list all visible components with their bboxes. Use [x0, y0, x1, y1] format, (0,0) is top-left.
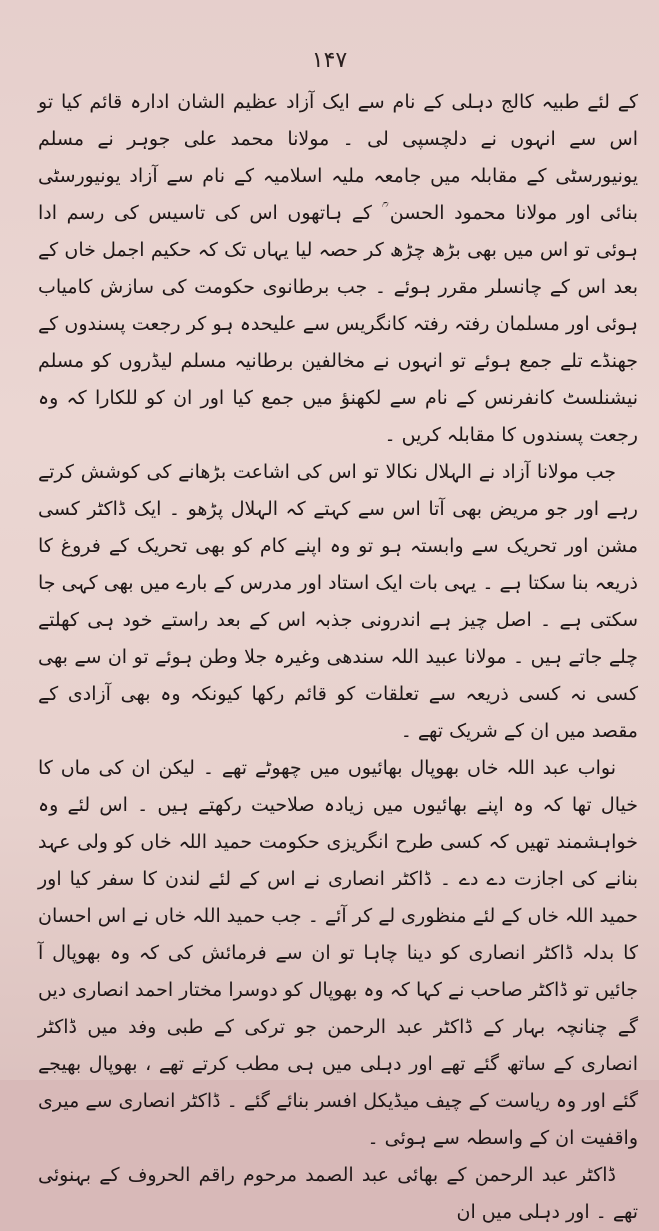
paragraph-nawab-bhopal: نواب عبد اللہ خاں بھوپال بھائیوں میں چھوٹے تھے ۔ لیکن ان کی ماں کا خیال تھا کہ وہ اپنے بھائیوں میں زیادہ صلاحیت رکھتے ہیں ۔ اس لئے وہ خواہشمند تھیں کہ کسی طرح انگریزی حکومت حمید اللہ خاں کو ولی عہد بنانے کی اجازت دے دے ۔ ڈاکٹر انصاری نے اس کے لئے لندن کا سفر کیا اور حمید اللہ خاں کے لئے منظوری لے کر آئے ۔ جب حمید اللہ خاں نے اس احسان کا بدلہ ڈاکٹر انصاری کو دینا چاہا تو ان سے فرمائش کی کہ وہ بھوپال آ جائیں تو ڈاکٹر صاحب نے کہا کہ وہ بھوپال کو دوسرا مختار احمد انصاری دیں گے چنانچہ بہار کے ڈاکٹر عبد الرحمن جو ترکی کے طبی وفد میں ڈاکٹر انصاری کے ساتھ گئے تھے اور دہلی میں ہی مطب کرتے تھے ، بھوپال بھیجے گئے اور وہ ریاست کے چیف میڈیکل افسر بنائے گئے ۔ ڈاکٹر انصاری سے میری واقفیت ان کے واسطہ سے ہوئی ۔ — [37, 757, 638, 1149]
paragraph-tibbiya-college: کے لئے طبیہ کالج دہلی کے نام سے ایک آزاد عظیم الشان ادارہ قائم کیا تو اس سے انہوں نے دلچسپی لی ۔ مولانا محمد علی جوہر نے مسلم یونیورسٹی کے مقابلہ میں جامعہ ملیہ اسلامیہ کے نام سے آزاد یونیورسٹی بنائی اور مولانا محمود الحسن ؒ کے ہاتھوں اس کی تاسیس کی رسم ادا ہوئی تو اس میں بھی بڑھ چڑھ کر حصہ لیا یہاں تک کہ حکیم اجمل خاں کے بعد اس کے چانسلر مقرر ہوئے ۔ جب برطانوی حکومت کی سازش کامیاب ہوئی اور مسلمان رفتہ رفتہ کانگریس سے علیحدہ ہو کر رجعت پسندوں کے جھنڈے تلے جمع ہوئے تو انہوں نے مخالفین برطانیہ مسلم لیڈروں کو مسلم نیشنلسٹ کانفرنس کے نام سے لکھنؤ میں جمع کیا اور ان کو للکارا کہ وہ رجعت پسندوں کا مقابلہ کریں ۔ — [38, 91, 638, 446]
paragraph-dr-abdul-rahman: ڈاکٹر عبد الرحمن کے بھائی عبد الصمد مرحوم راقم الحروف کے بہنوئی تھے ۔ اور دہلی میں ان — [38, 1164, 638, 1223]
page-body — [38, 84, 638, 1231]
paragraph-al-hilal: جب مولانا آزاد نے الہلال نکالا تو اس کی اشاعت بڑھانے کی کوشش کرتے رہے اور جو مریض بھی آتا اس سے کہتے کہ الہلال پڑھو ۔ ایک ڈاکٹر کسی مشن اور تحریک سے وابستہ ہو تو وہ اپنے کام کو بھی تحریک کے فروغ کا ذریعہ بنا سکتا ہے ۔ یہی بات ایک استاد اور مدرس کے بارے میں بھی کہی جا سکتی ہے ۔ اصل چیز ہے اندرونی جذبہ اس کے بعد راستے خود ہی کھلتے چلے جاتے ہیں ۔ مولانا عبید اللہ سندھی وغیرہ جلا وطن ہوئے تو ان سے بھی کسی نہ کسی ذریعہ سے تعلقات کو قائم رکھا کیونکہ وہ بھی آزادی کے مقصد میں ان کے شریک تھے ۔ — [38, 461, 638, 742]
page-number: ۱۴۷ — [311, 48, 348, 73]
